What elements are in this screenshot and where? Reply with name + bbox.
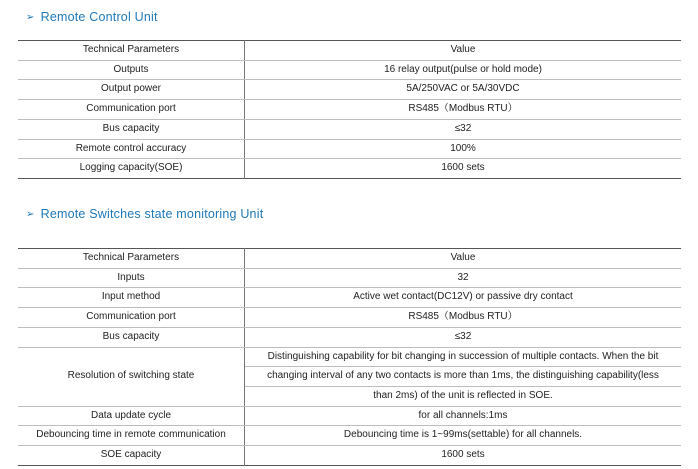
header-cell: Technical Parameters — [18, 249, 245, 269]
section-title-remote-control — [26, 10, 158, 24]
arrow-icon: ➢ — [26, 208, 35, 220]
table-row — [18, 426, 681, 446]
param-cell: Input method — [18, 288, 245, 308]
value-cell: 16 relay output(pulse or hold mode) — [245, 60, 682, 80]
table-row — [18, 119, 681, 139]
value-cell: ≤32 — [245, 119, 682, 139]
param-cell: Data update cycle — [18, 406, 245, 426]
table-row — [18, 100, 681, 120]
table-row — [18, 406, 681, 426]
value-line: than 2ms) of the unit is reflected in SOE. — [373, 389, 553, 401]
value-cell: Active wet contact(DC12V) or passive dry contact — [245, 288, 682, 308]
section-title-switch-monitoring — [26, 207, 263, 221]
header-cell: Value — [245, 41, 682, 61]
table-header-row — [18, 41, 681, 61]
param-cell: Debouncing time in remote communication — [18, 426, 245, 446]
value-cell-multiline — [245, 347, 682, 406]
param-cell: SOE capacity — [18, 445, 245, 465]
param-cell: Outputs — [18, 60, 245, 80]
value-cell: for all channels:1ms — [245, 406, 682, 426]
table-header-row — [18, 249, 681, 269]
remote-control-table — [18, 40, 681, 179]
value-cell: 100% — [245, 139, 682, 159]
value-cell: 1600 sets — [441, 162, 485, 174]
param-cell: Communication port — [18, 100, 245, 120]
value-cell: RS485（Modbus RTU） — [245, 100, 682, 120]
table-row — [18, 288, 681, 308]
table-row — [18, 308, 681, 328]
param-cell: Resolution of switching state — [18, 347, 245, 406]
param-cell: Output power — [18, 80, 245, 100]
header-cell: Technical Parameters — [18, 41, 245, 61]
value-cell: ≤32 — [245, 327, 682, 347]
param-cell: Communication port — [18, 308, 245, 328]
table-row — [18, 80, 681, 100]
value-cell: 5A/250VAC or 5A/30VDC — [245, 80, 682, 100]
table-row — [18, 60, 681, 80]
header-cell: Value — [245, 249, 682, 269]
value-cell: Debouncing time is 1~99ms(settable) for all channels. — [245, 426, 682, 446]
param-cell: Bus capacity — [18, 119, 245, 139]
value-cell: 32 — [245, 268, 682, 288]
param-cell: Logging capacity(SOE) — [18, 159, 245, 179]
table-row — [18, 159, 681, 179]
value-line: Distinguishing capability for bit changing in succession of multiple contacts. When the bit — [245, 348, 681, 368]
param-cell: Bus capacity — [18, 327, 245, 347]
section-title-text: Remote Control Unit — [40, 10, 158, 24]
table-row — [18, 445, 681, 465]
param-cell: Remote control accuracy — [18, 139, 245, 159]
value-line: changing interval of any two contacts is more than 1ms, the distinguishing capability(less — [245, 367, 681, 387]
table-row — [18, 327, 681, 347]
arrow-icon: ➢ — [26, 11, 35, 23]
table-row — [18, 347, 681, 406]
value-cell: 1600 sets — [441, 448, 485, 460]
value-cell: RS485（Modbus RTU） — [245, 308, 682, 328]
table-row — [18, 268, 681, 288]
param-cell: Inputs — [18, 268, 245, 288]
switch-monitoring-table — [18, 248, 681, 466]
table-row — [18, 139, 681, 159]
section-title-text: Remote Switches state monitoring Unit — [40, 207, 264, 221]
